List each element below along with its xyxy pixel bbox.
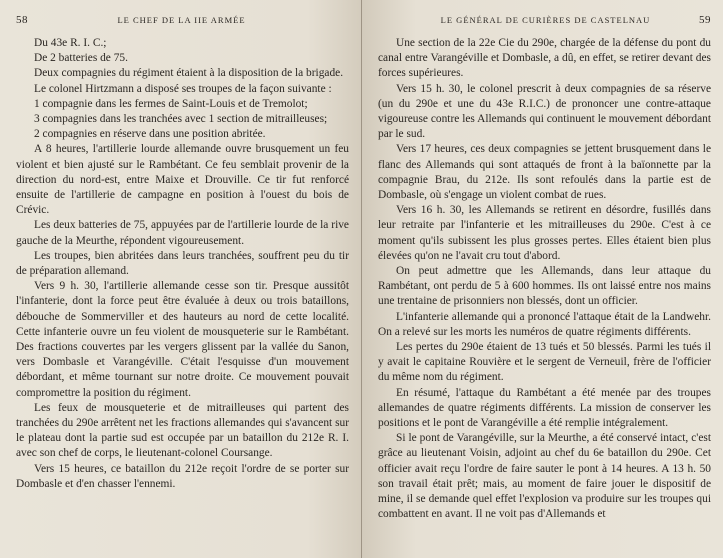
paragraph: 1 compagnie dans les fermes de Saint-Louis et de Tremolot; xyxy=(34,97,308,110)
paragraph: Les deux batteries de 75, appuyées par de l'artillerie lourde de la rive gauche de la Meurthe, répondent vigoureusement. xyxy=(16,219,349,247)
right-running-head xyxy=(378,14,711,34)
paragraph: Vers 17 heures, ces deux compagnies se jettent brusquement dans le flanc des Allemands qui sont attaqués de front à la baïonnette par la compagnie Brau, du 212e. Ils sont refoulés dans la partie est de Dombasle, où s'engage un violent combat de rues. xyxy=(378,143,711,202)
paragraph: Vers 15 h. 30, le colonel prescrit à deux compagnies de sa réserve (un du 290e et une du 43e R.I.C.) de prononcer une contre-attaque vigoureuse contre les Allemands qui continuent le mouvement débordant par le sud. xyxy=(378,82,711,141)
paragraph: Si le pont de Varangéville, sur la Meurthe, a été conservé intact, c'est grâce au lieutenant Voisin, adjoint au chef du 6e bataillon du 290e. Cet officier avait reçu l'ordre de faire sauter le pont à 14 heures. A 13 h. 50 son travail était prêt; mais, au moment de faire jouer le dispositif de mine, il se demande quel effet l'explosion va produire sur les troupes qui combattent en avant. Il ne voit pas d'Allemands et xyxy=(378,432,711,521)
paragraph: Les feux de mousqueterie et de mitrailleuses qui partent des tranchées du 290e arrêtent net les fractions allemandes qui s'avancent sur le plateau dont la partie sud est occupée par un bataillon du 212e R. I. avec son chef de corps, le lieutenant-colonel Coursange. xyxy=(16,401,349,460)
left-running-head xyxy=(16,14,349,34)
paragraph: On peut admettre que les Allemands, dans leur attaque du Rambétant, ont perdu de 5 à 600 hommes. Ils ont laissé entre nos mains une trentaine de prisonniers non blessés, dont un officier. xyxy=(378,265,711,308)
paragraph: Vers 15 heures, ce bataillon du 212e reçoit l'ordre de se porter sur Dombasle et d'en chasser l'ennemi. xyxy=(16,462,349,490)
paragraph: L'infanterie allemande qui a prononcé l'attaque était de la Landwehr. On a relevé sur les morts les numéros de quatre régiments différents. xyxy=(378,310,711,338)
paragraph: Du 43e R. I. C.; xyxy=(34,37,107,49)
paragraph: Une section de la 22e Cie du 290e, chargée de la défense du pont du canal entre Varangéville et Dombasle, a dû, en effet, se retirer devant des forces supérieures. xyxy=(378,37,711,80)
paragraph: Les pertes du 290e étaient de 13 tués et 50 blessés. Parmi les tués il y avait le capitaine Rouvière et le sergent de Verneuil, frère de l'officier du même nom du régiment. xyxy=(378,341,711,384)
right-page xyxy=(362,0,723,558)
paragraph: A 8 heures, l'artillerie lourde allemande ouvre brusquement un feu violent et bien ajusté sur le Rambétant. Ce feu semblait provenir de la direction du nord-est, entre Maixe et Drouville. Ce tir fut renforcé ensuite de l'artillerie de campagne en position à l'ouest du bois de Crévic. xyxy=(16,143,349,217)
right-running-title: LE GÉNÉRAL DE CURIÈRES DE CASTELNAU xyxy=(440,15,651,25)
right-page-text xyxy=(378,36,711,523)
left-page-number: 58 xyxy=(16,14,28,26)
paragraph: 3 compagnies dans les tranchées avec 1 section de mitrailleuses; xyxy=(34,113,328,126)
paragraph: Les troupes, bien abritées dans leurs tranchées, souffrent peu du tir de préparation allemand. xyxy=(16,249,349,278)
right-page-number: 59 xyxy=(698,14,711,26)
left-page xyxy=(0,0,361,558)
left-running-title: LE CHEF DE LA IIE ARMÉE xyxy=(117,15,246,25)
paragraph: Deux compagnies du régiment étaient à la disposition de la brigade. xyxy=(34,67,344,80)
paragraph: Vers 16 h. 30, les Allemands se retirent en désordre, fusillés dans leur retraite par l'infanterie et les mitrailleuses du 290e. C'est à ce moment qu'ils subissent les plus grosses pertes. Elles étaient bien plus élevées qu'on ne l'avait cru tout d'abord. xyxy=(378,204,711,262)
paragraph: En résumé, l'attaque du Rambétant a été menée par des troupes allemandes de quatre régiments différents. La mission de conserver les positions et le pont de Varangéville a été remplie intégralement. xyxy=(378,386,711,430)
paragraph: De 2 batteries de 75. xyxy=(34,52,128,65)
paragraph: Vers 9 h. 30, l'artillerie allemande cesse son tir. Presque aussitôt l'infanterie, dont la force peut être évaluée à deux ou trois bataillons, débouche de Sommerviller et des hauteurs au nord de cette localité. Cette infanterie ouvre un feu violent de mousqueterie sur le Rambétant. Des fractions couvertes par les vergers glissent par la vallée du Sanon, vers Dombasle et Varangéville. C'était l'esquisse d'un mouvement débordant, et même tournant sur notre droite. Ce mouvement pouvait compromettre la position du régiment. xyxy=(16,280,349,399)
paragraph: 2 compagnies en réserve dans une position abritée. xyxy=(34,128,266,141)
left-page-text xyxy=(16,36,349,492)
paragraph: Le colonel Hirtzmann a disposé ses troupes de la façon suivante : xyxy=(34,82,332,95)
